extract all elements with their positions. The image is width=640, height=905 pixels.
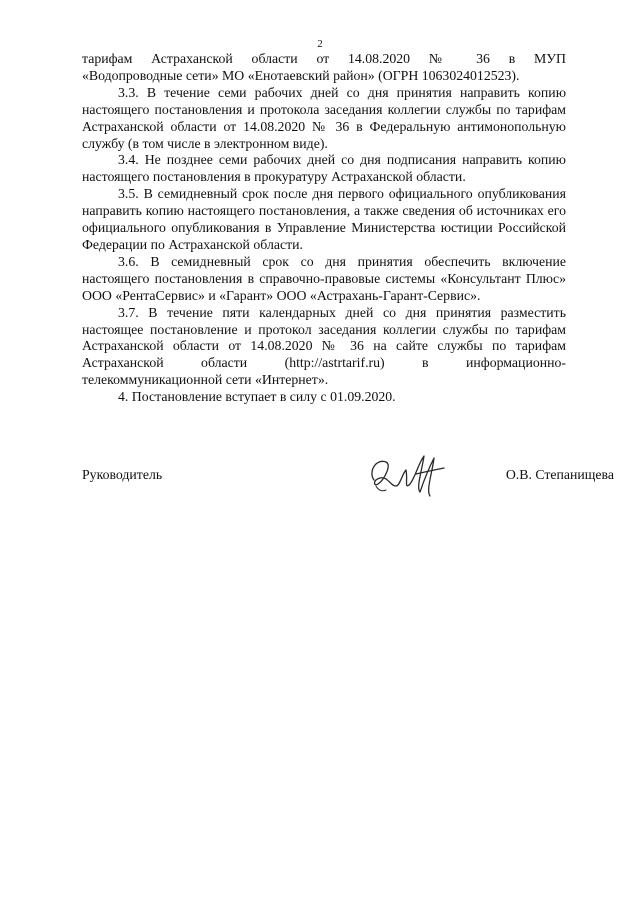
- document-body: [82, 51, 566, 406]
- signer-name: О.В. Степанищева: [505, 467, 614, 482]
- handwritten-signature: [364, 450, 456, 506]
- paragraph-3-4: 3.4. Не позднее семи рабочих дней со дня подписания направить копию настоящего постановления в прокуратуру Астраханской области.: [82, 152, 566, 185]
- signer-position: Руководитель: [82, 467, 163, 482]
- paragraph-3-6: 3.6. В семидневный срок со дня принятия обеспечить включение настоящего постановления в справочно-правовые системы «Консультант Плюс» ООО «РентаСервис» и «Гарант» ООО «Астрахань-Гарант-Сервис».: [82, 253, 566, 303]
- paragraph-continuation-end: «Водопроводные сети» МО «Енотаевский район» (ОГРН 1063024012523).: [82, 67, 520, 83]
- paragraph-continuation: тарифам Астраханской области от 14.08.2020 № 36 в МУП: [82, 51, 566, 66]
- paragraph-3-7: 3.7. В течение пяти календарных дней со дня принятия разместить настоящее постановление и протокол заседания коллегии службы по тарифам Астраханской области от 14.08.2020 № 36 на сайте службы по тарифам Астраханской области (http://astrtarif.ru) в информационно-телекоммуникационной сети «Интернет».: [82, 304, 566, 388]
- page-number: 2: [317, 38, 323, 50]
- paragraph-4: 4. Постановление вступает в силу с 01.09.2020.: [118, 389, 396, 405]
- paragraph-3-3: 3.3. В течение семи рабочих дней со дня принятия направить копию настоящего постановления и протокола заседания коллегии службы по тарифам Астраханской области от 14.08.2020 № 36 в Федеральную антимонопольную службу (в том числе в электронном виде).: [82, 84, 566, 151]
- signature-block: [82, 466, 614, 516]
- paragraph-3-5: 3.5. В семидневный срок после дня первого официального опубликования направить копию настоящего постановления, а также сведения об источниках его официального опубликования в Управление Министерства юстиции Российской Федерации по Астраханской области.: [82, 186, 566, 252]
